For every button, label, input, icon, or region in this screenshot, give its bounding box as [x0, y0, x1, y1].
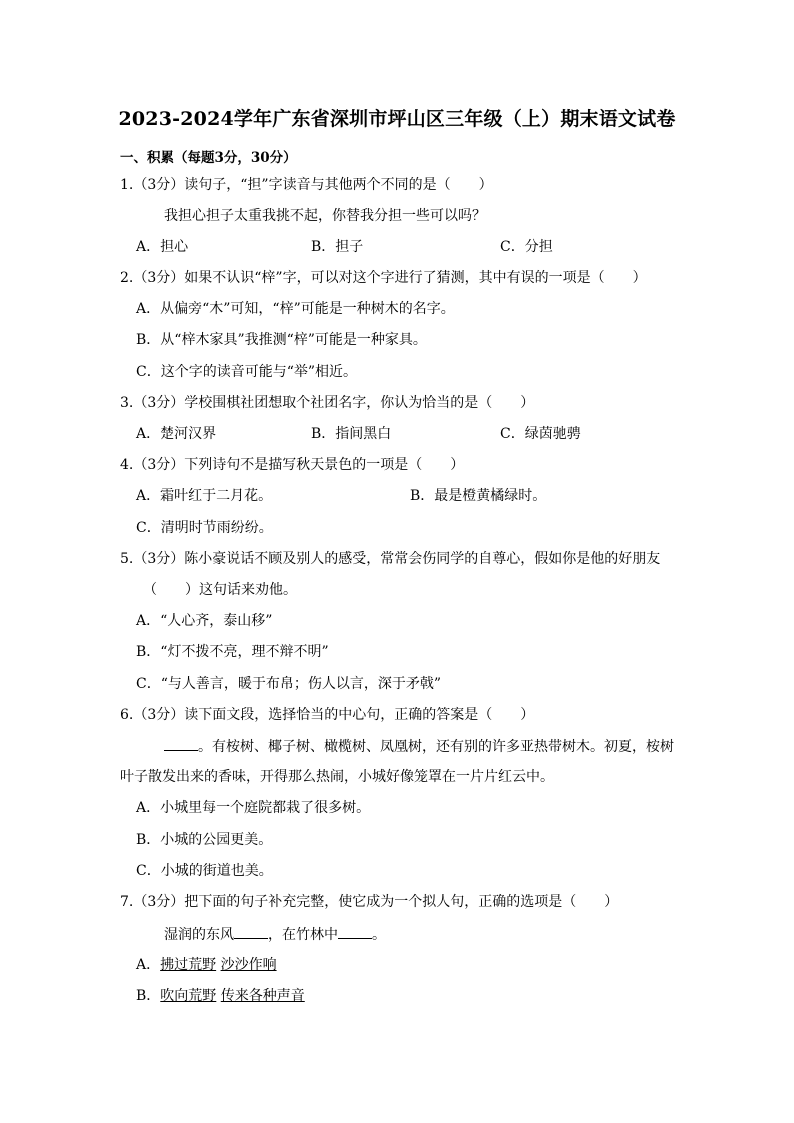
question-1-option-c: C．分担 — [500, 239, 553, 255]
question-6-option-b: B．小城的公园更美。 — [136, 832, 273, 848]
question-3-stem: 3.（3分）学校围棋社团想取个社团名字，你认为恰当的是（ ） — [120, 395, 535, 411]
fill-in-blank — [338, 924, 372, 939]
question-4-option-c: C．清明时节雨纷纷。 — [136, 520, 273, 536]
question-2-option-a: A．从偏旁“木”可知，“梓”可能是一种树木的名字。 — [136, 301, 455, 317]
question-1-option-a: A．担心 — [136, 239, 189, 255]
question-6-option-c: C．小城的街道也美。 — [136, 863, 273, 879]
page-title: 2023-2024学年广东省深圳市坪山区三年级（上）期末语文试卷 — [118, 108, 676, 130]
question-5-stem: 5.（3分）陈小豪说话不顾及别人的感受，常常会伤同学的自尊心，假如你是他的好朋友 — [120, 551, 661, 567]
option-b-prefix: B． — [136, 988, 161, 1004]
question-5-option-c: C．“与人善言，暖于布帛；伤人以言，深于矛戟” — [136, 676, 442, 692]
question-5-stem-continued: （ ）这句话来劝他。 — [143, 582, 297, 598]
question-7-sentence — [164, 924, 386, 945]
question-3-option-c: C．绿茵驰骋 — [500, 426, 581, 442]
question-2-option-b: B．从“梓木家具”我推测“梓”可能是一种家具。 — [136, 332, 427, 348]
question-7-option-a — [136, 955, 277, 975]
question-3-option-b: B．指间黑白 — [311, 426, 392, 442]
fill-in-blank — [234, 924, 268, 939]
option-b-phrase-1: 吹向荒野 — [160, 988, 217, 1004]
question-2-stem: 2.（3分）如果不认识“梓”字，可以对这个字进行了猜测，其中有误的一项是（ ） — [120, 270, 647, 286]
question-7-option-b — [136, 986, 305, 1006]
option-a-prefix: A． — [136, 957, 161, 973]
question-2-option-c: C．这个字的读音可能与“举”相近。 — [136, 364, 358, 380]
section-heading: 一、积累（每题3分，30分） — [120, 150, 297, 166]
question-6-passage-line-1 — [164, 736, 674, 757]
question-5-option-a: A．“人心齐，泰山移” — [136, 613, 273, 629]
question-7-stem: 7.（3分）把下面的句子补充完整，使它成为一个拟人句，正确的选项是（ ） — [120, 894, 619, 910]
question-6-stem: 6.（3分）读下面文段，选择恰当的中心句，正确的答案是（ ） — [120, 707, 535, 723]
option-b-phrase-2: 传来各种声音 — [220, 988, 305, 1004]
question-4-option-b: B．最是橙黄橘绿时。 — [410, 488, 547, 504]
question-7-sentence-part-3: 。 — [372, 927, 386, 943]
question-5-option-b: B．“灯不拨不亮，理不辩不明” — [136, 644, 329, 660]
question-7-sentence-part-2: ，在竹林中 — [268, 927, 338, 943]
question-6-passage-text: 。有桉树、椰子树、橄榄树、凤凰树，还有别的许多亚热带树木。初夏，桉树 — [198, 739, 674, 755]
question-7-sentence-part-1: 湿润的东风 — [164, 927, 234, 943]
question-3-option-a: A．楚河汉界 — [136, 426, 217, 442]
question-1-option-b: B．担子 — [311, 239, 364, 255]
fill-in-blank — [164, 736, 198, 751]
question-6-passage-line-2: 叶子散发出来的香味，开得那么热闹，小城好像笼罩在一片片红云中。 — [120, 769, 554, 785]
option-a-phrase-1: 拂过荒野 — [160, 957, 217, 973]
option-a-phrase-2: 沙沙作响 — [220, 957, 277, 973]
question-4-stem: 4.（3分）下列诗句不是描写秋天景色的一项是（ ） — [120, 457, 465, 473]
question-6-option-a: A．小城里每一个庭院都栽了很多树。 — [136, 800, 371, 816]
question-1-sentence: 我担心担子太重我挑不起，你替我分担一些可以吗？ — [164, 208, 486, 224]
question-1-stem: 1.（3分）读句子，“担”字读音与其他两个不同的是（ ） — [120, 177, 493, 193]
question-4-option-a: A．霜叶红于二月花。 — [136, 488, 273, 504]
